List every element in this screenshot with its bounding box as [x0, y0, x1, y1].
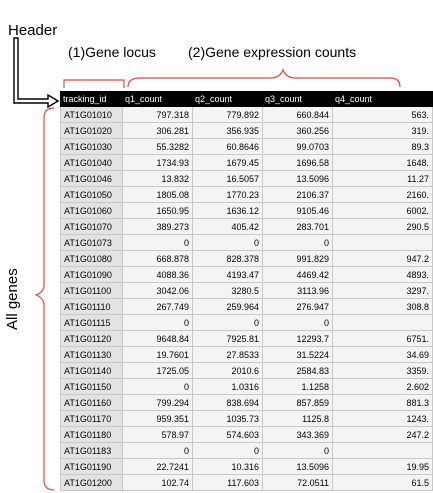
count-cell: 574.603	[193, 427, 263, 443]
column-header-q1: q1_count	[123, 92, 193, 107]
count-cell: 19.7601	[123, 347, 193, 363]
count-cell: 1243.	[333, 411, 433, 427]
count-cell: 11.27	[333, 171, 433, 187]
count-cell: 27.8533	[193, 347, 263, 363]
count-cell: 13.5096	[263, 171, 333, 187]
count-cell: 0	[123, 315, 193, 331]
gene-id-cell: AT1G01010	[61, 107, 123, 123]
column-header-q3: q3_count	[263, 92, 333, 107]
count-cell: 0	[263, 315, 333, 331]
count-cell: 1.1258	[263, 379, 333, 395]
gene-id-cell: AT1G01090	[61, 267, 123, 283]
count-cell: 55.3282	[123, 139, 193, 155]
gene-id-cell: AT1G01130	[61, 347, 123, 363]
count-cell: 283.701	[263, 219, 333, 235]
count-cell: 838.694	[193, 395, 263, 411]
count-cell: 2106.37	[263, 187, 333, 203]
count-cell: 947.2	[333, 251, 433, 267]
gene-id-cell: AT1G01180	[61, 427, 123, 443]
gene-id-cell: AT1G01080	[61, 251, 123, 267]
count-cell: 1805.08	[123, 187, 193, 203]
count-cell: 991.829	[263, 251, 333, 267]
count-cell: 0	[263, 443, 333, 459]
count-cell: 117.603	[193, 475, 263, 491]
count-cell: 1734.93	[123, 155, 193, 171]
count-cell: 857.859	[263, 395, 333, 411]
column-header-tracking-id: tracking_id	[61, 92, 123, 107]
count-cell: 60.8646	[193, 139, 263, 155]
count-cell: 1696.58	[263, 155, 333, 171]
count-cell: 2584.83	[263, 363, 333, 379]
count-cell: 276.947	[263, 299, 333, 315]
count-cell: 13.5096	[263, 459, 333, 475]
count-cell: 2.602	[333, 379, 433, 395]
count-cell: 3280.5	[193, 283, 263, 299]
count-cell: 828.378	[193, 251, 263, 267]
gene-id-cell: AT1G01190	[61, 459, 123, 475]
gene-locus-annotation: (1)Gene locus	[68, 44, 156, 60]
column-header-q4: q4_count	[333, 92, 433, 107]
count-cell: 4469.42	[263, 267, 333, 283]
count-cell: 4088.36	[123, 267, 193, 283]
count-cell: 360.256	[263, 123, 333, 139]
count-cell: 19.95	[333, 459, 433, 475]
count-cell: 3359.	[333, 363, 433, 379]
count-cell: 1648.	[333, 155, 433, 171]
gene-id-cell: AT1G01030	[61, 139, 123, 155]
count-cell: 259.964	[193, 299, 263, 315]
count-cell: 6002.	[333, 203, 433, 219]
count-cell: 72.0511	[263, 475, 333, 491]
gene-id-cell: AT1G01040	[61, 155, 123, 171]
count-cell: 9105.46	[263, 203, 333, 219]
count-cell: 3042.06	[123, 283, 193, 299]
expression-counts-annotation: (2)Gene expression counts	[188, 44, 357, 60]
count-cell: 13.832	[123, 171, 193, 187]
gene-id-cell: AT1G01160	[61, 395, 123, 411]
gene-id-cell: AT1G01150	[61, 379, 123, 395]
gene-id-cell: AT1G01140	[61, 363, 123, 379]
count-cell: 0	[193, 235, 263, 251]
gene-id-cell: AT1G01115	[61, 315, 123, 331]
count-cell: 1636.12	[193, 203, 263, 219]
count-cell: 0	[123, 443, 193, 459]
gene-id-cell: AT1G01050	[61, 187, 123, 203]
all-genes-annotation: All genes	[4, 268, 21, 330]
count-cell: 267.749	[123, 299, 193, 315]
count-cell: 306.281	[123, 123, 193, 139]
count-cell: 0	[263, 235, 333, 251]
gene-locus-bracket	[64, 80, 124, 88]
gene-id-cell: AT1G01046	[61, 171, 123, 187]
count-cell: 34.69	[333, 347, 433, 363]
count-cell: 0	[193, 315, 263, 331]
gene-id-cell: AT1G01200	[61, 475, 123, 491]
count-cell: 1725.05	[123, 363, 193, 379]
gene-id-cell: AT1G01110	[61, 299, 123, 315]
count-cell: 3113.96	[263, 283, 333, 299]
count-cell: 9648.84	[123, 331, 193, 347]
count-cell: 22.7241	[123, 459, 193, 475]
count-cell: 61.5	[333, 475, 433, 491]
count-cell: 247.2	[333, 427, 433, 443]
count-cell: 89.3	[333, 139, 433, 155]
all-genes-bracket	[36, 108, 54, 490]
count-cell: 319.	[333, 123, 433, 139]
count-cell: 4893.	[333, 267, 433, 283]
count-cell: 12293.7	[263, 331, 333, 347]
count-cell: 959.351	[123, 411, 193, 427]
count-cell: 779.892	[193, 107, 263, 123]
count-cell: 2010.6	[193, 363, 263, 379]
expression-counts-bracket	[128, 70, 400, 87]
count-cell: 0	[123, 235, 193, 251]
count-cell: 1.0316	[193, 379, 263, 395]
count-cell: 290.5	[333, 219, 433, 235]
count-cell: 660.844	[263, 107, 333, 123]
gene-id-cell: AT1G01120	[61, 331, 123, 347]
count-cell: 668.878	[123, 251, 193, 267]
count-cell: 2160.	[333, 187, 433, 203]
count-cell: 389.273	[123, 219, 193, 235]
header-arrow-icon	[14, 38, 58, 107]
count-cell: 31.5224	[263, 347, 333, 363]
count-cell: 0	[123, 379, 193, 395]
count-cell: 578.97	[123, 427, 193, 443]
count-cell: 3297.	[333, 283, 433, 299]
count-cell: 6751.	[333, 331, 433, 347]
gene-id-cell: AT1G01070	[61, 219, 123, 235]
column-header-q2: q2_count	[193, 92, 263, 107]
count-cell: 0	[193, 443, 263, 459]
gene-id-cell: AT1G01073	[61, 235, 123, 251]
count-cell: 308.8	[333, 299, 433, 315]
count-cell: 10.316	[193, 459, 263, 475]
count-cell: 1770.23	[193, 187, 263, 203]
count-cell: 343.369	[263, 427, 333, 443]
count-cell: 99.0703	[263, 139, 333, 155]
count-cell: 563.	[333, 107, 433, 123]
gene-id-cell: AT1G01183	[61, 443, 123, 459]
gene-id-cell: AT1G01020	[61, 123, 123, 139]
count-cell: 1650.95	[123, 203, 193, 219]
count-cell: 102.74	[123, 475, 193, 491]
count-cell: 797.318	[123, 107, 193, 123]
count-cell: 799.294	[123, 395, 193, 411]
count-cell: 1035.73	[193, 411, 263, 427]
count-cell: 1679.45	[193, 155, 263, 171]
count-cell: 356.935	[193, 123, 263, 139]
header-annotation: Header	[8, 22, 58, 39]
count-cell: 7925.81	[193, 331, 263, 347]
count-cell: 881.3	[333, 395, 433, 411]
gene-id-cell: AT1G01100	[61, 283, 123, 299]
count-cell: 405.42	[193, 219, 263, 235]
gene-id-cell: AT1G01060	[61, 203, 123, 219]
count-cell: 16.5057	[193, 171, 263, 187]
gene-id-cell: AT1G01170	[61, 411, 123, 427]
count-cell: 1125.8	[263, 411, 333, 427]
count-cell: 4193.47	[193, 267, 263, 283]
